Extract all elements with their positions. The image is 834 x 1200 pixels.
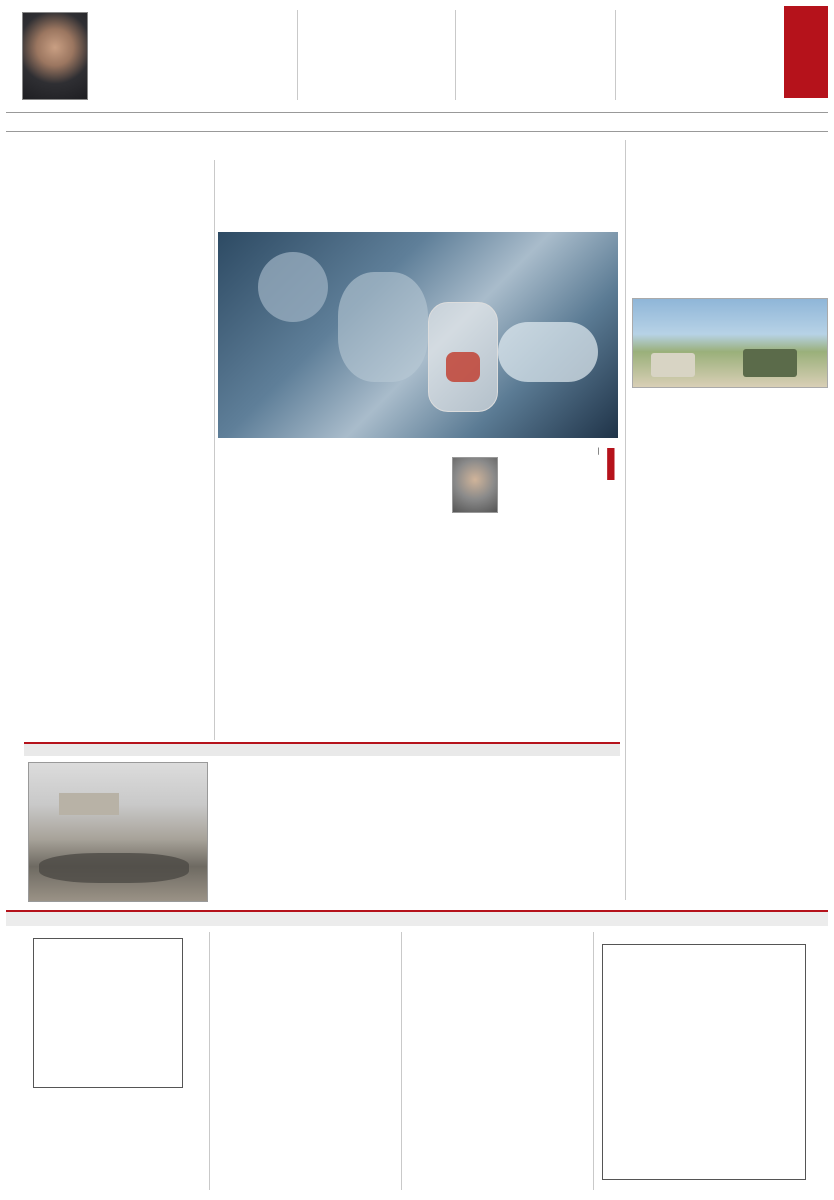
vehicle-shape [743, 349, 797, 377]
fuel-storage-photo [28, 762, 208, 902]
left-column-continuation [24, 160, 208, 740]
crossword-column-numbers [602, 932, 806, 942]
surgery-photo [218, 232, 618, 438]
expert-photo [452, 457, 498, 513]
top-story-ardabil [621, 8, 776, 100]
down-clues [216, 932, 396, 1190]
main-story-col-3 [220, 446, 362, 736]
lower-story-header [234, 764, 618, 766]
drop-cap: ا [603, 446, 618, 490]
crossword-puzzle [602, 932, 820, 1190]
lower-story-col-3 [234, 810, 358, 904]
dateline-bar [6, 112, 828, 132]
across-clues [408, 932, 588, 1190]
main-story-col-2 [366, 446, 498, 736]
main-story-col-1: ا | [597, 446, 618, 490]
lower-story-col-2 [364, 810, 488, 904]
quote-box [366, 450, 498, 520]
crossword-header [6, 910, 828, 926]
previous-solution [14, 932, 202, 1190]
top-story-col4 [154, 8, 294, 100]
gloved-hand [498, 322, 598, 382]
sidebar-text-2 [632, 170, 828, 292]
military-vehicles-photo [632, 298, 828, 388]
crossword-row-numbers [808, 944, 820, 1180]
top-story-col3 [302, 8, 452, 100]
news-band [24, 742, 620, 756]
governor-portrait [22, 12, 88, 100]
surgeon-head [258, 252, 328, 322]
lower-story-col-1 [494, 810, 618, 904]
crossword-grid[interactable] [602, 944, 806, 1180]
vehicle-shape [651, 353, 695, 377]
surgeon-body [338, 272, 428, 382]
top-story-col2 [460, 8, 612, 100]
pipes [39, 853, 189, 883]
main-story-header [220, 158, 620, 164]
sidebar-travel [632, 140, 828, 900]
building [59, 793, 119, 815]
solution-grid [33, 938, 183, 1088]
newspaper-logo [784, 6, 828, 98]
organ [446, 352, 480, 382]
